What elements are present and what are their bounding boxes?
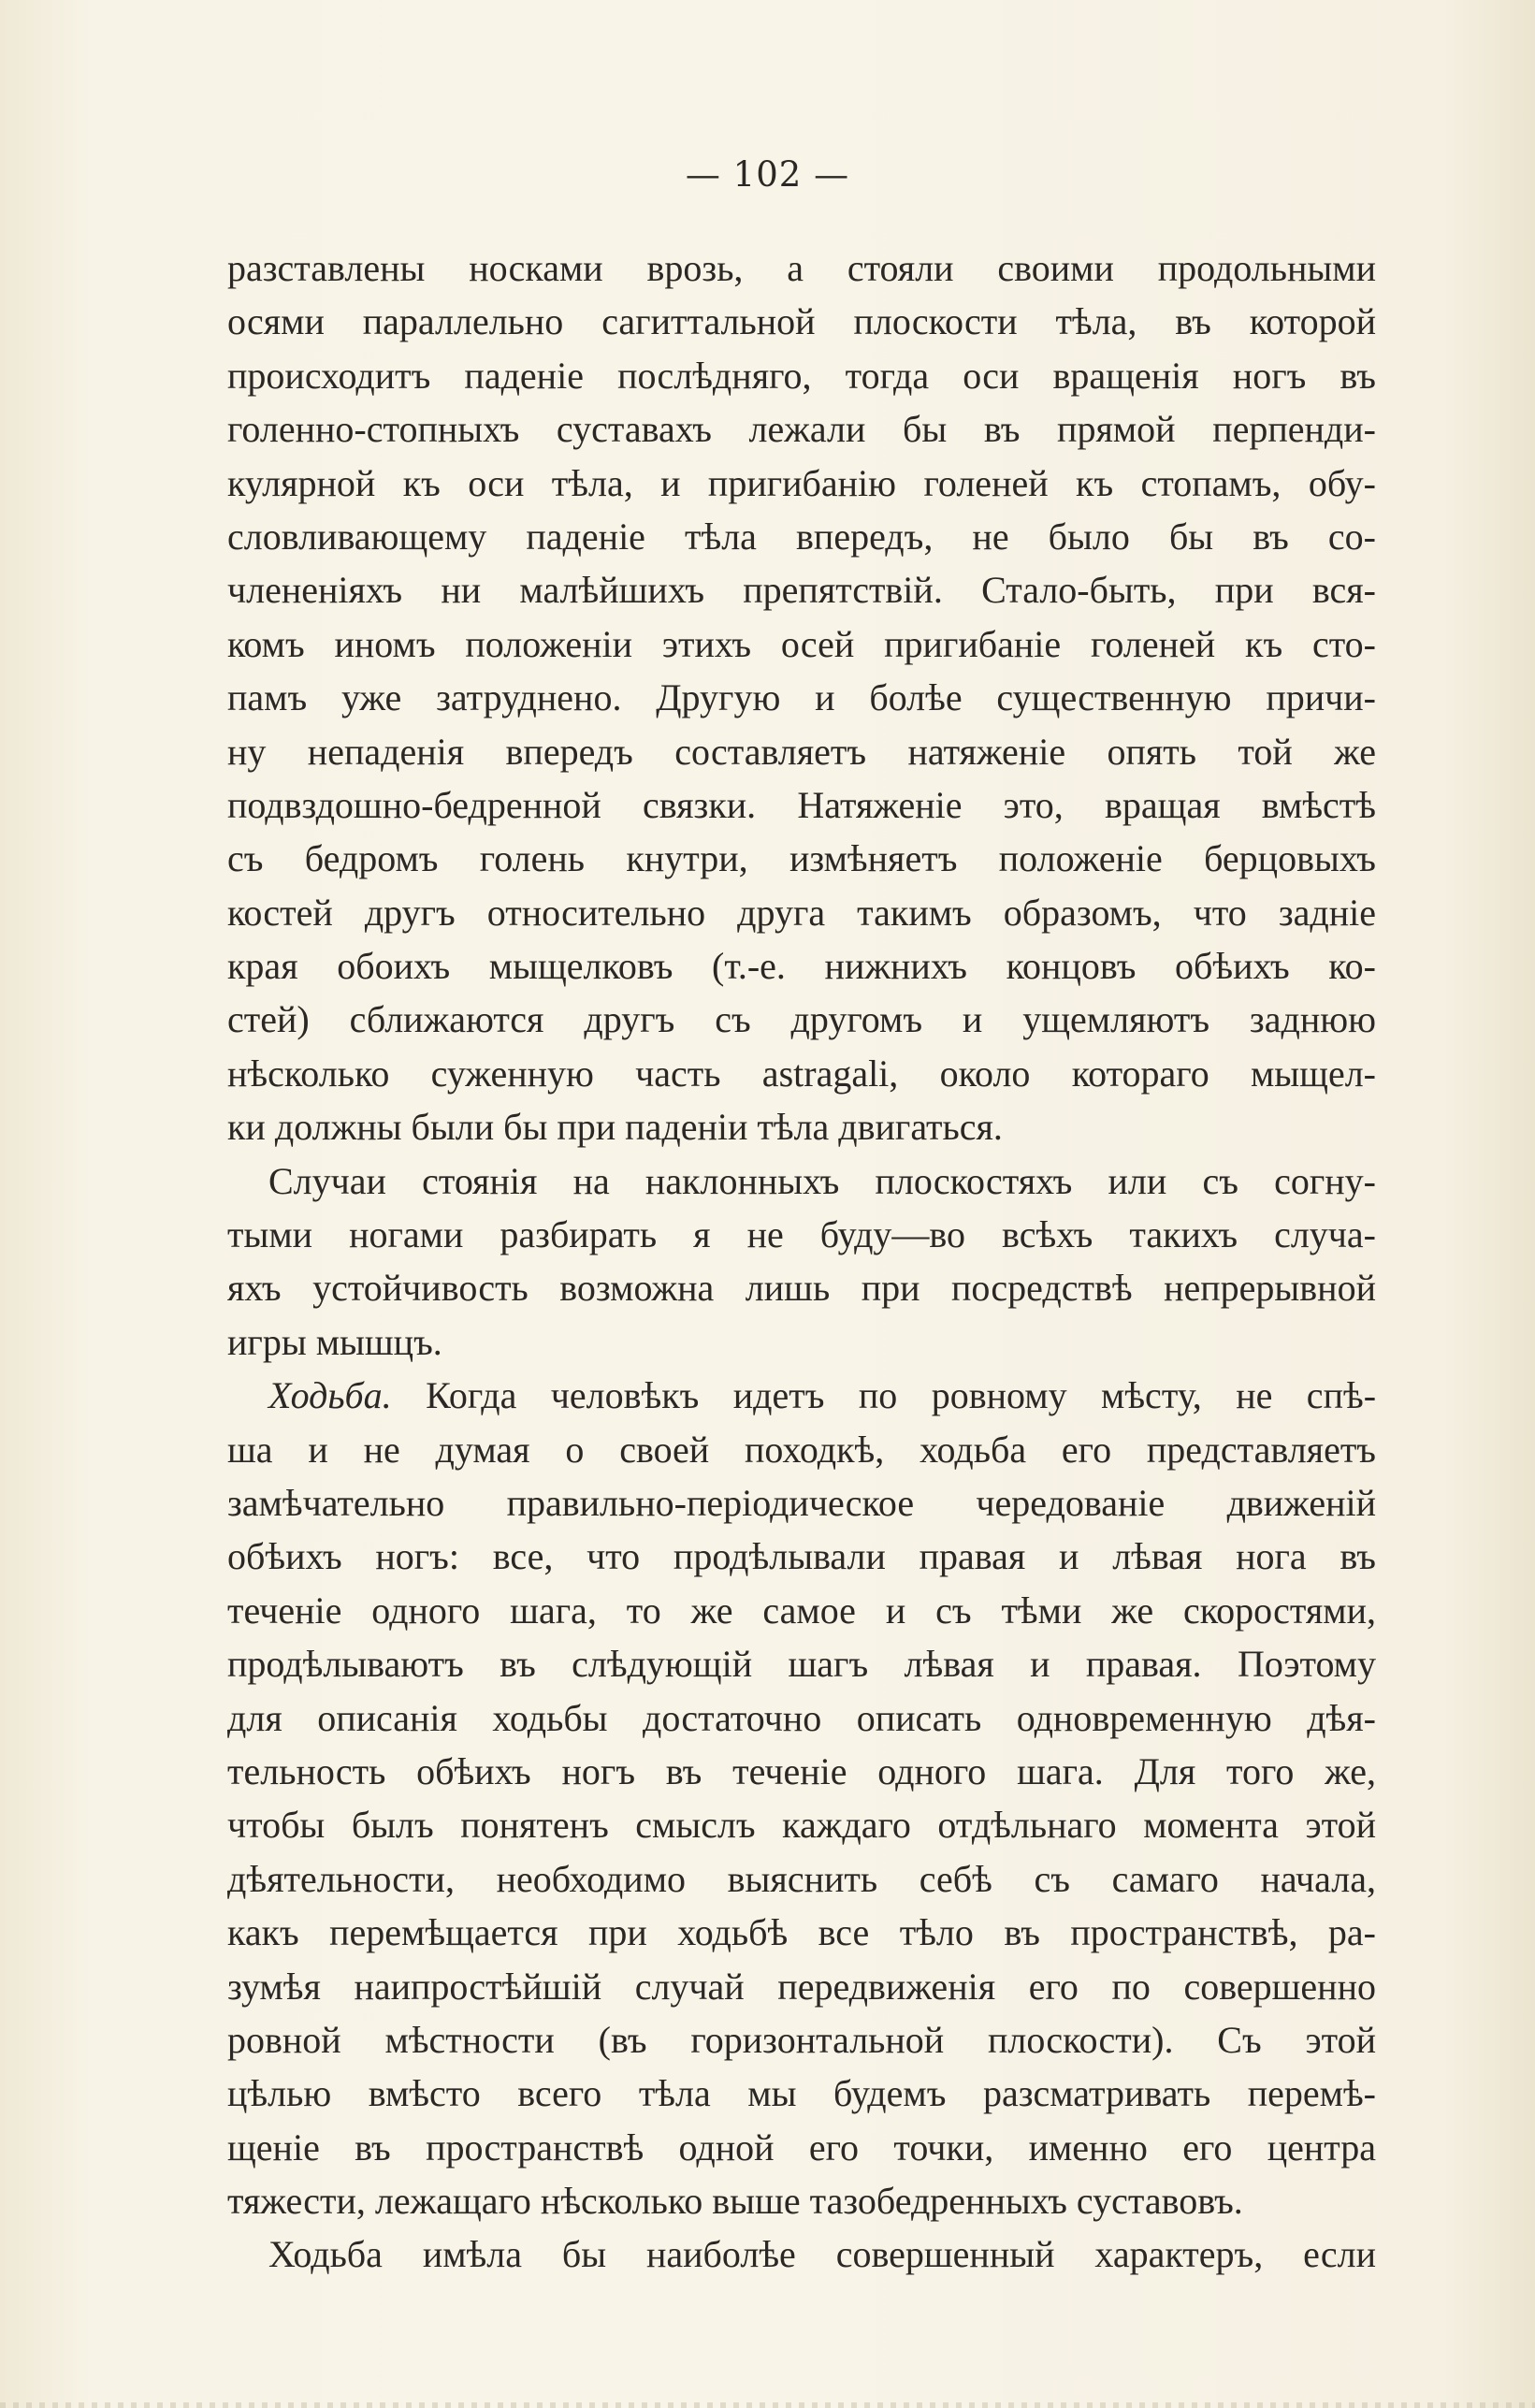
text-line: края обоихъ мыщелковъ (т.-е. нижнихъ концовъ обѣихъ ко- <box>227 945 1376 988</box>
text-line: тяжести, лежащаго нѣсколько выше тазобедренныхъ суставовъ. <box>227 2180 1243 2223</box>
text-line: теченіе одного шага, то же самое и съ тѣми же скоростями, <box>227 1588 1376 1632</box>
text-line: происходитъ паденіе послѣдняго, тогда оси вращенія ногъ въ <box>227 354 1376 397</box>
paragraph <box>227 1369 1376 2227</box>
body-text <box>227 241 1376 2282</box>
text-line: цѣлью вмѣсто всего тѣла мы будемъ разсматривать перемѣ- <box>227 2072 1376 2115</box>
text-line <box>227 1369 1376 1422</box>
text-line: памъ уже затруднено. Другую и болѣе существенную причи- <box>227 676 1376 719</box>
text-line: зумѣя наипростѣйшій случай передвиженія его по совершенно <box>227 1965 1376 2008</box>
text-line: какъ перемѣщается при ходьбѣ все тѣло въ пространствѣ, ра- <box>227 1911 1376 1954</box>
paragraph <box>227 1154 1376 1370</box>
text-line: яхъ устойчивость возможна лишь при посредствѣ непрерывной <box>227 1267 1376 1310</box>
text-line: кулярной къ оси тѣла, и пригибанію голеней къ стопамъ, обу- <box>227 461 1376 504</box>
text-line: члененіяхъ ни малѣйшихъ препятствій. Стало-быть, при вся- <box>227 569 1376 612</box>
text-line: словливающему паденіе тѣла впередъ, не было бы въ со- <box>227 515 1376 558</box>
page-number: — 102 — <box>685 154 850 195</box>
text-line: обѣихъ ногъ: все, что продѣлывали правая и лѣвая нога въ <box>227 1535 1376 1578</box>
text-line: комъ иномъ положеніи этихъ осей пригибаніе голеней къ сто- <box>227 622 1376 665</box>
text-line: костей другъ относительно друга такимъ образомъ, что задніе <box>227 891 1376 934</box>
page-edge-decoration <box>0 2402 1535 2408</box>
text-line: продѣлываютъ въ слѣдующій шагъ лѣвая и правая. Поэтому <box>227 1643 1376 1686</box>
text-line: чтобы былъ понятенъ смыслъ каждаго отдѣльнаго момента этой <box>227 1804 1376 1847</box>
text-line: замѣчательно правильно-періодическое чередованіе движеній <box>227 1481 1376 1524</box>
text-line: тельность обѣихъ ногъ въ теченіе одного шага. Для того же, <box>227 1749 1376 1792</box>
text-line: голенно-стопныхъ суставахъ лежали бы въ прямой перпенди- <box>227 408 1376 451</box>
text-line: ровной мѣстности (въ горизонтальной плоскости). Съ этой <box>227 2018 1376 2061</box>
text-line: разставлены носками врозь, а стояли своими продольными <box>227 247 1376 289</box>
text-line: ша и не думая о своей походкѣ, ходьба его представляетъ <box>227 1428 1376 1471</box>
text-line: съ бедромъ голень кнутри, измѣняетъ положеніе берцовыхъ <box>227 837 1376 880</box>
paragraph <box>227 2227 1376 2281</box>
text-line: дѣятельности, необходимо выяснить себѣ съ самаго начала, <box>227 1857 1376 1900</box>
text-line: игры мышцъ. <box>227 1320 442 1363</box>
text-line: осями параллельно сагиттальной плоскости тѣла, въ которой <box>227 300 1376 343</box>
text-line: подвздошно-бедренной связки. Натяженіе это, вращая вмѣстѣ <box>227 783 1376 826</box>
text-line: для описанія ходьбы достаточно описать одновременную дѣя- <box>227 1696 1376 1739</box>
text-line: ки должны были бы при паденіи тѣла двигаться. <box>227 1106 1003 1149</box>
text-line: ну непаденія впередъ составляетъ натяженіе опять той же <box>227 730 1376 773</box>
section-heading: Ходьба. <box>268 1374 392 1417</box>
text-line: Ходьба имѣла бы наиболѣе совершенный характеръ, если <box>268 2233 1376 2276</box>
text-line: нѣсколько суженную часть astragali, около котораго мыщел- <box>227 1052 1376 1095</box>
paragraph <box>227 241 1376 1154</box>
text-line-rest: Когда человѣкъ идетъ по ровному мѣсту, не спѣ- <box>426 1374 1376 1417</box>
text-line: стей) сближаются другъ съ другомъ и ущемляютъ заднюю <box>227 998 1376 1041</box>
text-line: тыми ногами разбирать я не буду—во всѣхъ такихъ случа- <box>227 1213 1376 1256</box>
text-line: щеніе въ пространствѣ одной его точки, именно его центра <box>227 2125 1376 2169</box>
text-line: Случаи стоянія на наклонныхъ плоскостяхъ или съ согну- <box>268 1159 1376 1202</box>
